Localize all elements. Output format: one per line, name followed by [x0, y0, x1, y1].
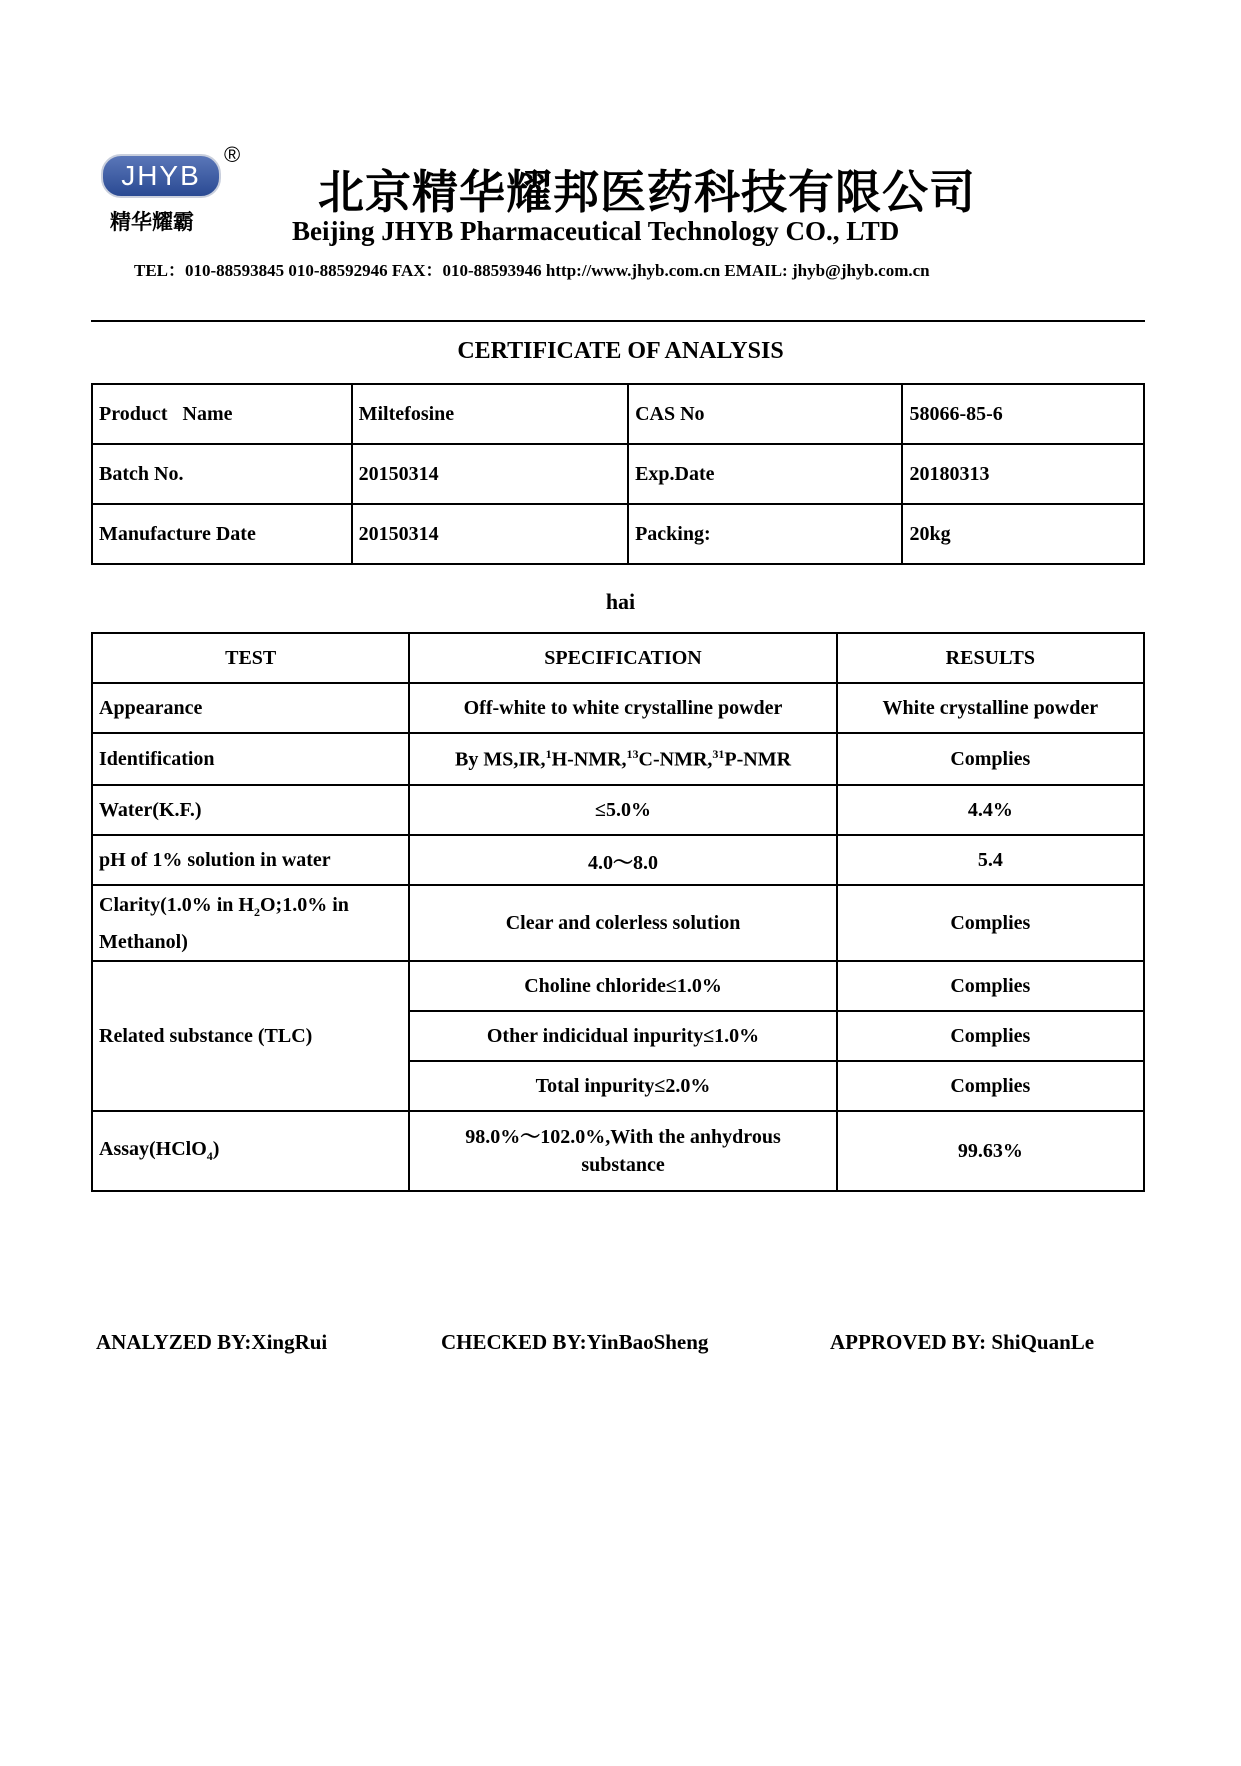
section-subtitle: hai: [605, 589, 636, 614]
column-header-test: TEST: [92, 633, 409, 683]
table-row: [92, 444, 1144, 504]
exp-date-value: 20180313: [902, 444, 1144, 504]
table-row: [92, 885, 1144, 961]
document-title: CERTIFICATE OF ANALYSIS: [457, 338, 784, 364]
test-specification: [409, 733, 836, 785]
spec-text: P-NMR: [724, 748, 792, 771]
test-text: O;1.0% in Methanol): [99, 893, 349, 953]
table-header-row: [92, 633, 1144, 683]
test-name: Related substance (TLC): [92, 961, 409, 1111]
test-specification: Total inpurity≤2.0%: [409, 1061, 836, 1111]
test-name: pH of 1% solution in water: [92, 835, 409, 885]
test-specification: Clear and colerless solution: [409, 885, 836, 961]
test-result: Complies: [837, 961, 1144, 1011]
packing-label: Packing:: [628, 504, 902, 564]
table-row: [92, 683, 1144, 733]
test-result: 99.63%: [837, 1111, 1144, 1191]
spec-text: H-NMR,: [551, 748, 627, 771]
product-name-label: Product Name: [92, 384, 352, 444]
contact-info: TEL：010-88593845 010-88592946 FAX：010-88593946 http://www.jhyb.com.cn EMAIL: jhyb@jhyb.com.cn: [134, 261, 930, 280]
test-name: Identification: [92, 733, 409, 785]
table-row: [92, 785, 1144, 835]
exp-date-label: Exp.Date: [628, 444, 902, 504]
product-name-value: Miltefosine: [352, 384, 628, 444]
logo-badge: [101, 154, 221, 198]
subscript: 2: [254, 904, 260, 919]
table-row: [92, 835, 1144, 885]
approved-by: APPROVED BY: ShiQuanLe: [830, 1330, 1095, 1354]
cas-label: CAS No: [628, 384, 902, 444]
test-specification: Choline chloride≤1.0%: [409, 961, 836, 1011]
test-results-table: [91, 632, 1145, 1192]
test-result: 5.4: [837, 835, 1144, 885]
batch-label: Batch No.: [92, 444, 352, 504]
batch-value: 20150314: [352, 444, 628, 504]
company-logo: [96, 142, 256, 242]
table-row: [92, 504, 1144, 564]
test-result: Complies: [837, 1061, 1144, 1111]
test-result: 4.4%: [837, 785, 1144, 835]
spec-text: By MS,IR,: [454, 748, 546, 771]
company-name-english: Beijing JHYB Pharmaceutical Technology CO., LTD: [292, 216, 900, 246]
test-name: [92, 1111, 409, 1191]
manufacture-date-label: Manufacture Date: [92, 504, 352, 564]
registered-mark: ®: [224, 142, 241, 167]
test-result: Complies: [837, 885, 1144, 961]
test-result: Complies: [837, 733, 1144, 785]
test-specification: Off-white to white crystalline powder: [409, 683, 836, 733]
test-name: Water(K.F.): [92, 785, 409, 835]
test-name: [92, 885, 409, 961]
packing-value: 20kg: [902, 504, 1144, 564]
company-name-chinese: 北京精华耀邦医药科技有限公司: [318, 165, 976, 219]
superscript: 1: [545, 746, 552, 761]
analyzed-by: ANALYZED BY:XingRui: [96, 1330, 328, 1354]
test-text: Clarity(1.0% in H: [99, 893, 254, 916]
column-header-results: RESULTS: [837, 633, 1144, 683]
table-row: [92, 961, 1144, 1011]
test-name: Appearance: [92, 683, 409, 733]
table-row: [92, 1111, 1144, 1191]
test-result: White crystalline powder: [837, 683, 1144, 733]
test-text: Assay(HClO: [99, 1138, 207, 1160]
subscript: 4: [206, 1149, 213, 1163]
manufacture-date-value: 20150314: [352, 504, 628, 564]
test-specification: 98.0%～102.0%,With the anhydrous substance: [409, 1111, 836, 1191]
superscript: 31: [712, 746, 725, 761]
checked-by: CHECKED BY:YinBaoSheng: [441, 1330, 709, 1354]
test-specification: ≤5.0%: [409, 785, 836, 835]
test-result: Complies: [837, 1011, 1144, 1061]
cas-value: 58066-85-6: [902, 384, 1144, 444]
table-row: [92, 384, 1144, 444]
logo-text: JHYB: [121, 160, 201, 191]
test-specification: Other indicidual inpurity≤1.0%: [409, 1011, 836, 1061]
product-info-table: [91, 383, 1145, 565]
table-row: [92, 733, 1144, 785]
logo-chinese-text: 精华耀霸: [110, 210, 194, 234]
column-header-specification: SPECIFICATION: [409, 633, 836, 683]
spec-text: C-NMR,: [638, 748, 713, 771]
header-divider: [91, 320, 1145, 322]
test-specification: 4.0～8.0: [409, 835, 836, 885]
test-text: ): [212, 1138, 220, 1160]
superscript: 13: [626, 746, 639, 761]
